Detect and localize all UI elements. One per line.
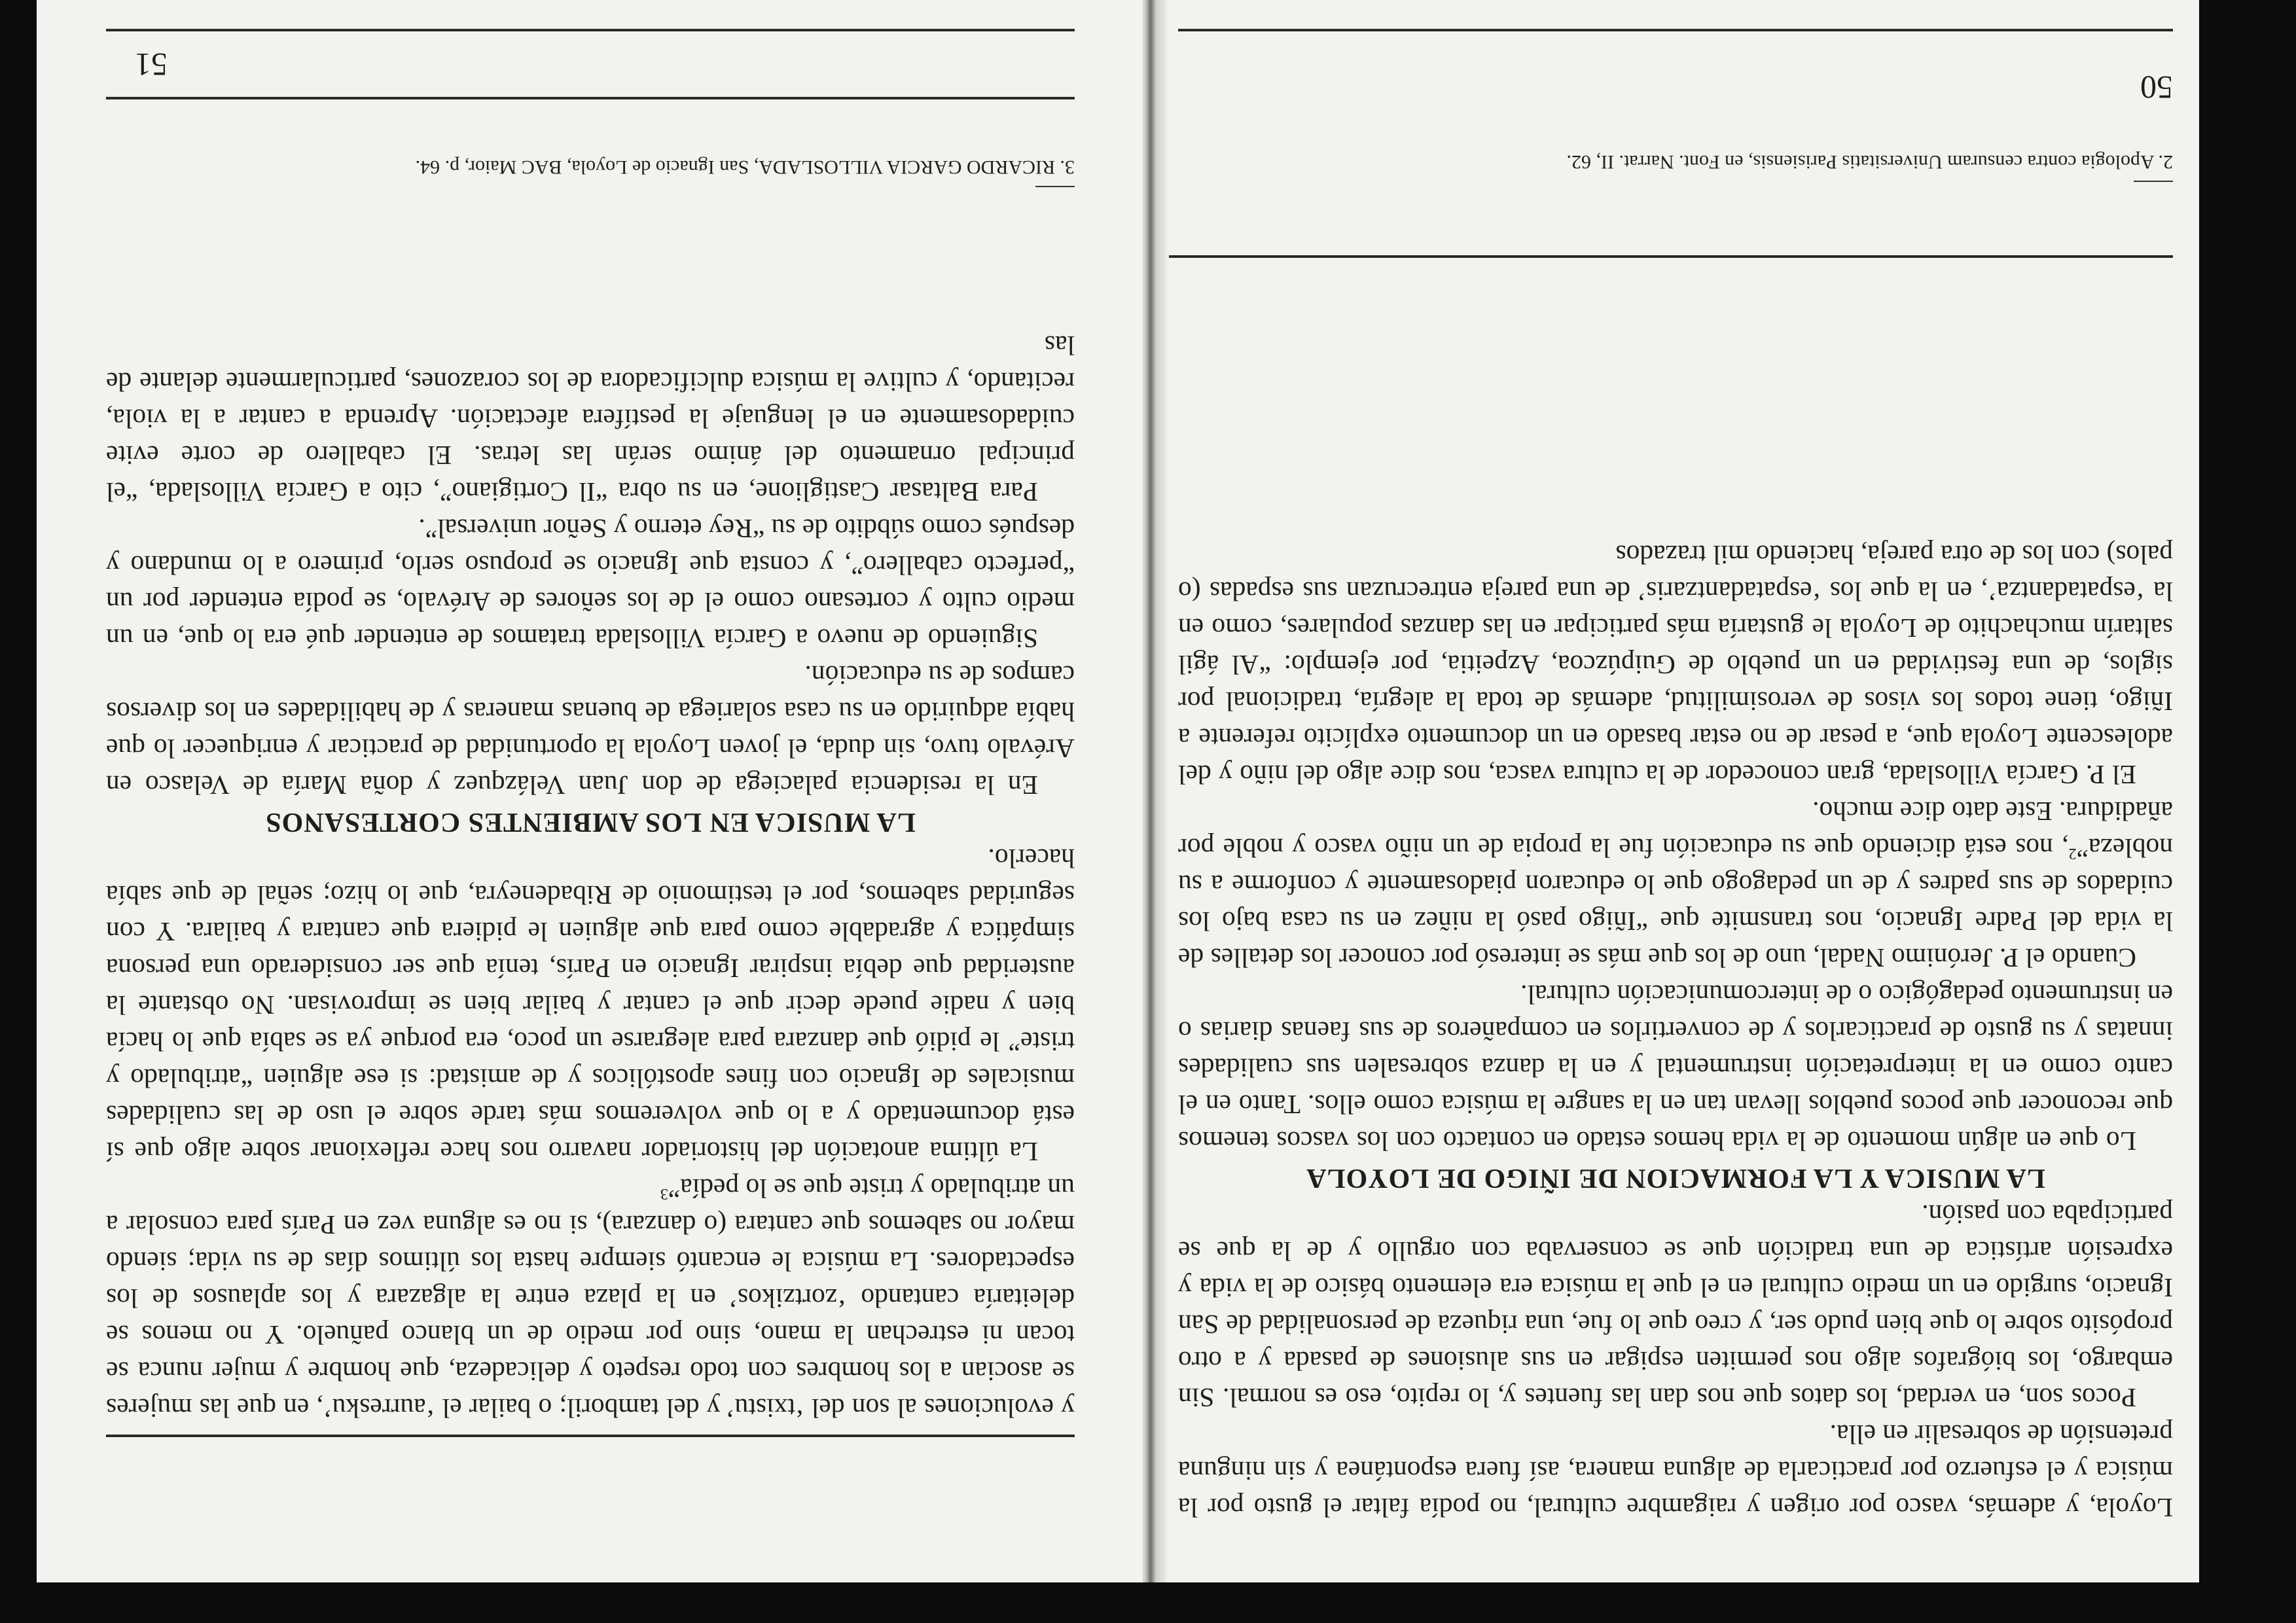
paragraph: Pocos son, en verdad, los datos que nos dan las fuentes y, lo repito, eso es normal. Sin embargo, los biógrafos algo nos permiten espigar en sus alusiones de pasada y a otro propósito sobre lo que bien pudo ser, y creo que lo fue, una riqueza de personalidad de San Ignacio, surgido en un medio cultural en el que la música era elemento básico de la vida y expresión artística de una tradición que se conservaba con orgullo y de la que se participaba con pasión. — [1178, 1200, 2173, 1413]
paragraph — [1178, 793, 2173, 976]
paragraph-text: y evoluciones al son del ‘txistu’ y del tamboril; o bailar el ‘aurresku’, en que las mujeres se asocian a los hombres con todo respeto y delicadeza, que hombre y mujer nunca se tocan ni estrechan la mano, sino por medio de un blanco pañuelo. Y no menos se deleitaría cantando ‘zortzikos’ en la plaza entre la algazara y los aplausos de los espectadores. La música le encantó siempre hasta los últimos días de su vida; siendo mayor no sabemos que cantara (o danzara), si no es alguna vez en París para consolar a un atribulado y triste que se lo pedía” — [106, 1173, 1075, 1423]
section-heading: LA MUSICA Y LA FORMACION DE IÑIGO DE LOYOLA — [1306, 1163, 2045, 1193]
paragraph: El P. García Villoslada, gran conocedor de la cultura vasca, nos dice algo del niño y del adolescente Loyola que, a pesar de no estar basado en un documento explícito referente a Iñigo, tiene todos los visos de verosimilitud, además de toda la alegría, tradicional por siglos, de una festividad en un pueblo de Guipúzcoa, Azpeitia, por ejemplo: “Al ágil saltarín muchachito de Loyola le gustaría más participar en las danzas populares, como en la ‘espatadantza’, en la que los ‘espatadantzaris’ de una pareja entrecruzan sus espadas (o palos) con los de otra pareja, haciendo mil trazados — [1178, 540, 2173, 790]
paragraph-text: Cuando el P. Jerónimo Nadal, uno de los que más se interesó por conocer los detalles de la vida del Padre Ignacio, nos transmite que “Iñigo pasó la niñez en su casa bajo los cuidados de sus padres y de un pedagogo que lo educaron piadosamente y conforme a su nobleza” — [1178, 833, 2173, 973]
footnote-rule — [1035, 186, 1075, 187]
paragraph: En la residencia palaciega de don Juan Velázquez y doña María de Velasco en Arévalo tuvo, sin duda, el joven Loyola la oportunidad de practicar y enriquecer lo que había adquirido en su casa solariega de buenas maneras y de habilidades en los diversos campos de su educación. — [106, 660, 1075, 800]
page-number: 50 — [2140, 69, 2173, 106]
top-rule-bottom — [1178, 29, 2173, 31]
top-rule-bottom — [106, 29, 1075, 31]
footer-rule — [106, 97, 1075, 99]
footnote-rule — [2134, 181, 2173, 182]
header-rule — [106, 1435, 1075, 1437]
page-number: 51 — [135, 46, 168, 83]
footnote-ref: 3 — [660, 1185, 668, 1202]
footer-rule — [1165, 255, 2173, 258]
footnote-ref: 2 — [2068, 844, 2077, 862]
page-50 — [1158, 0, 2199, 1582]
paragraph: Loyola, y además, vasco por origen y raigambre cultural, no podía faltar el gusto por la música y el esfuerzo por practicarla de alguna manera, así fuera espontánea y sin ninguna pretensión de sobresalir en ella. — [1178, 1419, 2173, 1523]
section-heading: LA MUSICA EN LOS AMBIENTES CORTESANOS — [265, 807, 916, 837]
paragraph-text: , nos está diciendo que su educación fue la propia de un niño vasco y noble por añadidura. Este dato dice mucho. — [1178, 796, 2173, 863]
paragraph: La última anotación del historiador navarro nos hace reflexionar sobre algo que sí está documentado y a lo que volveremos más tarde sobre el uso de las cualidades musicales de Ignacio con fines apostólicos y de amistad: si ese alguien “atribulado y triste” le pidió que danzara para alegrarse un poco, era porque ya se sabía que lo hacía bien y nadie puede decir que el cantar y bailar bien se improvisan. No obstante la austeridad que debía inspirar Ignacio en París, tenía que ser considerado una persona simpática y agradable como para que alguien le pidiera que cantara y bailara. Y con seguridad sabemos, por el testimonio de Ribadeneyra, que lo hizo; señal de que sabía hacerlo. — [106, 844, 1075, 1167]
paragraph: Siguiendo de nuevo a García Villoslada tratamos de entender qué era lo que, en un medio culto y cortesano como el de los señores de Arévalo, se podía entender por un “perfecto caballero”, y consta que Ignacio se propuso serlo, primero a lo mundano y después como súbdito de su “Rey eterno y Señor universal”. — [106, 514, 1075, 654]
binding-edge — [0, 1582, 2296, 1623]
footnote-2: 2. Apologia contra censuram Universitatis Parisiensis, en Font. Narrat. II, 62. — [1566, 151, 2173, 173]
body-text — [1178, 537, 2173, 1526]
paragraph: Para Baltasar Castiglione, en su obra “Il Cortigiano”, cito a García Villoslada, “el principal ornamento del ánimo serán las letras. El caballero de corte evite cuidadosamente en el lenguaje la pestífera afectación. Aprenda a cantar a la viola, recitando, y cultive la música dulcificadora de los corazones, particularmente delante de las — [106, 330, 1075, 507]
paragraph — [106, 1170, 1075, 1427]
page-51 — [37, 0, 1143, 1582]
body-text — [106, 327, 1075, 1427]
paragraph: Lo que en algún momento de la vida hemos estado en contacto con los vascos tenemos que reconocer que pocos pueblos llevan tan en la sangre la música como ellos. Tanto en el canto como en la interpretación instrumental y en la danza sobresalen sus cualidades innatas y su gusto de practicarlos y de convertirlos en compañeros de sus faenas diarias o en instrumento pedagógico o de intercomunicación cultural. — [1178, 980, 2173, 1156]
footnote-3: 3. RICARDO GARCIA VILLOSLADA, San Ignacio de Loyola, BAC Maior, p. 64. — [415, 156, 1075, 178]
